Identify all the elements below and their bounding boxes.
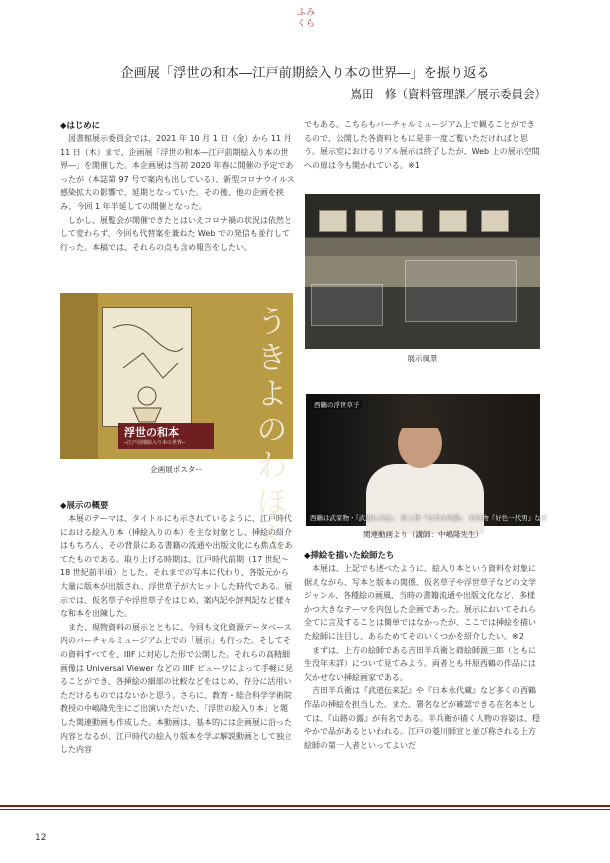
article-author: 嶌田 修（資料管理課／展示委員会） (350, 87, 546, 101)
video-topic-label: 西鶴の浮世草子 (314, 401, 360, 409)
speaker-body (366, 464, 484, 534)
video-subtitle: 西鶴は武家物・『武道伝来記』 町人物『日本永代蔵』 好色物『好色一代男』など (310, 514, 548, 522)
wall-panel (395, 210, 423, 232)
intro-section (60, 118, 295, 254)
fumikura-logo (296, 8, 316, 52)
artists-paragraph-1: 本展は、上記でも述べたように、絵入り本という資料を対象に据えながら、写本と版本の関係、仮名草子や浮世草子などの文学ジャンル、各種絵の画風、当時の書籍流通や出版文化など、多様かつ大きなテーマを内包した企画であった。展示においてそれら全てに言及することは簡単ではなかったが、ここでは挿絵を描いた絵師に注目し、あらためてそのいくつかを紹介したい。※2 (304, 564, 536, 641)
display-case (405, 260, 517, 322)
photo-caption: 展示風景 (407, 354, 438, 363)
footer-rule-thin (0, 809, 610, 810)
logo-text: ふみくら (296, 8, 315, 29)
right-top-text (304, 118, 540, 172)
wall-panel (355, 210, 383, 232)
page-number: 12 (35, 833, 47, 843)
wall-panel (481, 210, 509, 232)
poster-subtitle: ─江戸前期絵入り本の世界─ (124, 440, 186, 446)
speaker-hair (400, 412, 440, 428)
intro-paragraph-1: 図書館展示委員会では、2021 年 10 月 1 日（金）から 11 月 11 日（木）まで、企画展「浮世の和本―江戸前期絵入り本の世界―」を開催した。本企画展は当初 2020 年春に開催の予定であったが（本誌第 97 号で案内も出している）、新型コロナウイルス感染拡大の影響で、延期となっていた。その後、他の企画を挟み、今回 1 年半延しての開催となった。 (60, 134, 295, 211)
overview-paragraph-1: 本展のテーマは、タイトルにも示されているように、江戸時代における絵入り本（挿絵入りの本）を主な対象とし、挿絵の紹介はもちろん、その背景にある書籍の流通や出版文化にも焦点をあてたものである。取り上げる時期は、江戸時代前期（17 世紀～ 18 世紀前半頃）とした。それまでの写本に代わり、各版元から大量に版本が出版され、浮世草子が大ヒットした時代である。展示では、仮名草子や浮世草子をはじめ、案内記や評判記など様々な和本を出陳した。 (60, 514, 293, 619)
video-caption: 関連動画より（講師：中嶋隆先生） (363, 530, 483, 539)
article-title: 企画展「浮世の和本―江戸前期絵入り本の世界―」を振り返る (120, 66, 490, 81)
lecture-video-still (306, 394, 548, 526)
intro-heading: ◆はじめに (60, 120, 100, 130)
exhibition-photo (305, 194, 540, 349)
artists-heading: ◆挿絵を描いた絵師たち (304, 550, 395, 560)
display-case (311, 284, 383, 326)
overview-heading: ◆展示の概要 (60, 500, 109, 510)
wall-panel (319, 210, 347, 232)
wall-panel (439, 210, 467, 232)
poster-title: 浮世の和本 (124, 426, 179, 439)
poster-woodblock-illustration (102, 307, 192, 427)
artists-paragraph-3: 吉田半兵衛は『武道伝来記』や『日本永代蔵』など多くの西鶴作品の挿絵を担当した。また、署名などが確認できる在名本としては、『山路の露』が有名である。半兵衛が描く人物の容姿は、穏やかで品があるといわれる。江戸の菱川師宣と並び称される上方絵師の第一人者といってよいだ (304, 686, 540, 750)
overview-paragraph-2: また、現物資料の展示とともに、今回も文化資源データベース内のバーチャルミュージアム上での「展示」も行った。そしてその資料すべてを、IIIF に対応した形で公開した。それらの高精細画像は Universal Viewer などの IIIF ビューワによって手軽に見ることができ、各挿絵の細部の比較などをはじめ、存分に活用いただけるものではないかと思う。さらに、教育・総合科学学術院教授の中嶋隆先生にご出演いただいた、「浮世の絵入り本」と題した関連動画も作成した。本動画は、基本的には企画展に沿った内容となるが、江戸時代の絵入り版本を学ぶ解説動画として独立した内容 (60, 622, 293, 755)
artists-paragraph-2: まずは、上方の絵師である吉田半兵衛と蒔絵師源三郎（ともに生没年未詳）について見てみよう。両者とも井原西鶴の作品には欠かせない挿絵画家である。 (304, 645, 536, 682)
poster-illustration-drawing (103, 308, 191, 426)
overview-section (60, 498, 295, 757)
poster-large-lettering: うきよのわほん (257, 305, 287, 556)
continuation-paragraph: でもある。こちらもバーチャルミュージアム上で観ることができるので、公開した各資料ともに是非一度ご覧いただければと思う。展示室におけるリアル展示は終了したが、Web 上の展示空間への扉は今も開かれている。※1 (304, 120, 540, 170)
poster-side-strip (60, 293, 98, 459)
intro-paragraph-2: しかし、展覧会が開催できたとはいえコロナ禍の状況は依然として変わらず、今回も代替案を兼ねた Web での発信も並行して行った。本稿では、それらの点も含め報告をしたい。 (60, 215, 292, 252)
footer-rule (0, 805, 610, 807)
poster-caption: 企画展ポスター (150, 465, 203, 474)
artists-section (304, 548, 540, 752)
